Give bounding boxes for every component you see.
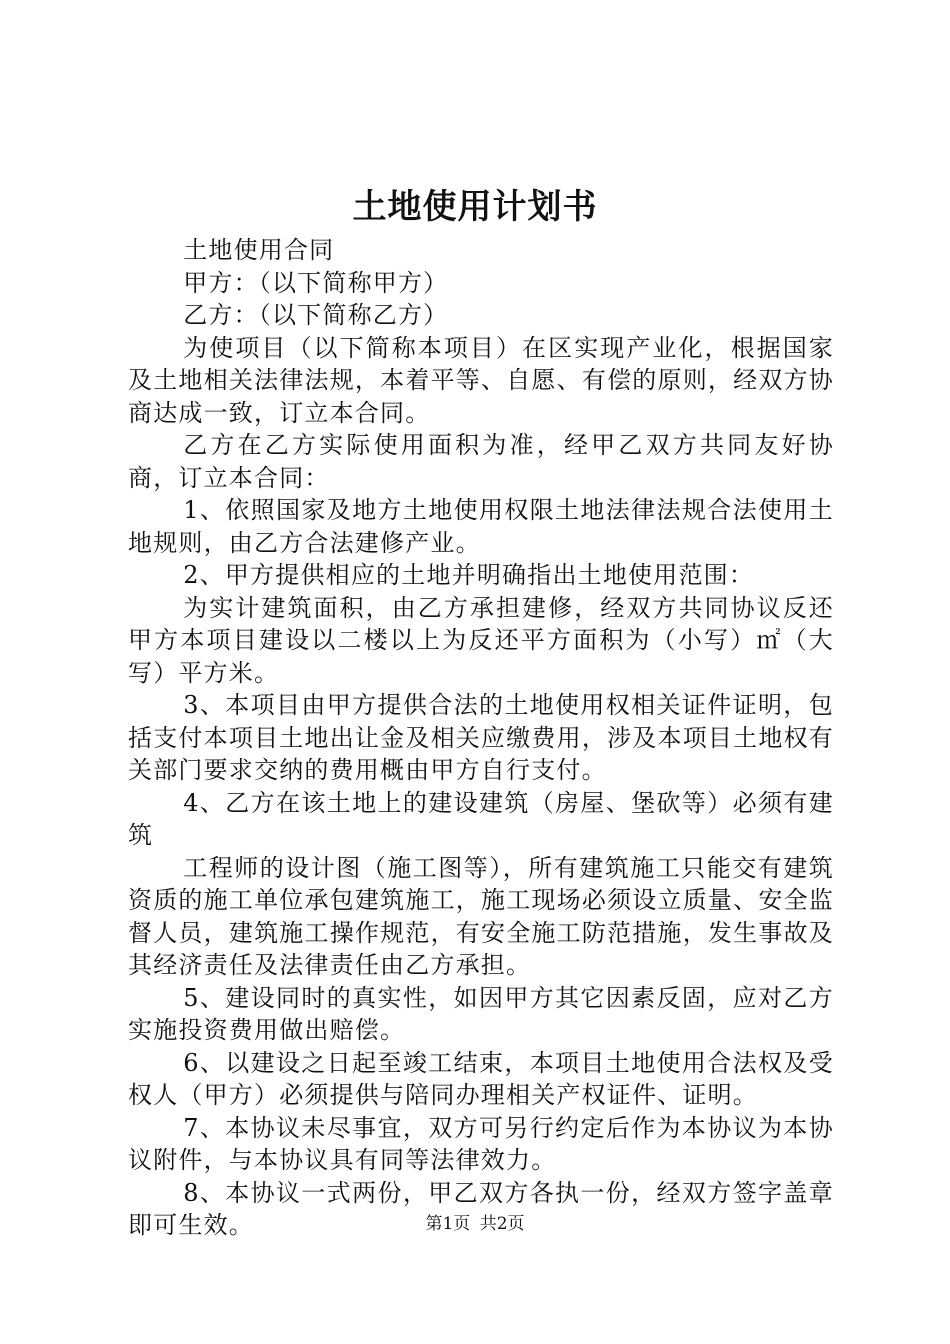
page-total: 共2页 bbox=[479, 1214, 525, 1234]
party-a-line: 甲方：（以下简称甲方） bbox=[183, 268, 449, 297]
clause-6: 6、以建设之日起至竣工结束，本项目土地使用合法权及受权人（甲方）必须提供与陪同办理相关产权证件、证明。 bbox=[128, 1048, 834, 1109]
clause-5: 5、建设同时的真实性，如因甲方其它因素反固，应对乙方实施投资费用做出赔偿。 bbox=[128, 983, 834, 1044]
clause-2-detail: 为实计建筑面积，由乙方承担建修，经双方共同协议反还甲方本项目建设以二楼以上为反还平方面积为（小写）㎡（大写）平方米。 bbox=[128, 593, 834, 687]
clause-2: 2、甲方提供相应的土地并明确指出土地使用范围： bbox=[183, 561, 755, 589]
clause-8: 8、本协议一式两份，甲乙双方各执一份，经双方签字盖章即可生效。 bbox=[128, 1178, 834, 1239]
preamble-paragraph: 为使项目（以下简称本项目）在区实现产业化，根据国家及土地相关法律法规，本着平等、自愿、有偿的原则，经双方协商达成一致，订立本合同。 bbox=[128, 333, 834, 427]
clause-4: 4、乙方在该土地上的建设建筑（房屋、堡砍等）必须有建筑 bbox=[128, 788, 834, 849]
clause-1: 1、依照国家及地方土地使用权限土地法律法规合法使用土地规则，由乙方合法建修产业。 bbox=[128, 496, 834, 557]
page-footer bbox=[0, 1212, 950, 1236]
clause-4-detail: 工程师的设计图（施工图等），所有建筑施工只能交有建筑资质的施工单位承包建筑施工，施工现场必须设立质量、安全监督人员，建筑施工操作规范，有安全施工防范措施，发生事故及其经济责任及法律责任由乙方承担。 bbox=[128, 853, 834, 979]
clause-3: 3、本项目由甲方提供合法的土地使用权相关证件证明，包括支付本项目土地出让金及相关应缴费用，涉及本项目土地权有关部门要求交纳的费用概由甲方自行支付。 bbox=[128, 691, 834, 784]
basis-paragraph: 乙方在乙方实际使用面积为准，经甲乙双方共同友好协商，订立本合同： bbox=[128, 431, 834, 492]
clause-7: 7、本协议未尽事宜，双方可另行约定后作为本协议为本协议附件，与本协议具有同等法律效力。 bbox=[128, 1113, 834, 1174]
document-title: 土地使用计划书 bbox=[352, 187, 598, 227]
party-b-line: 乙方：（以下简称乙方） bbox=[183, 301, 449, 329]
document-body bbox=[128, 234, 834, 1242]
contract-heading: 土地使用合同 bbox=[183, 236, 335, 264]
page-number: 第1页 bbox=[425, 1214, 471, 1234]
